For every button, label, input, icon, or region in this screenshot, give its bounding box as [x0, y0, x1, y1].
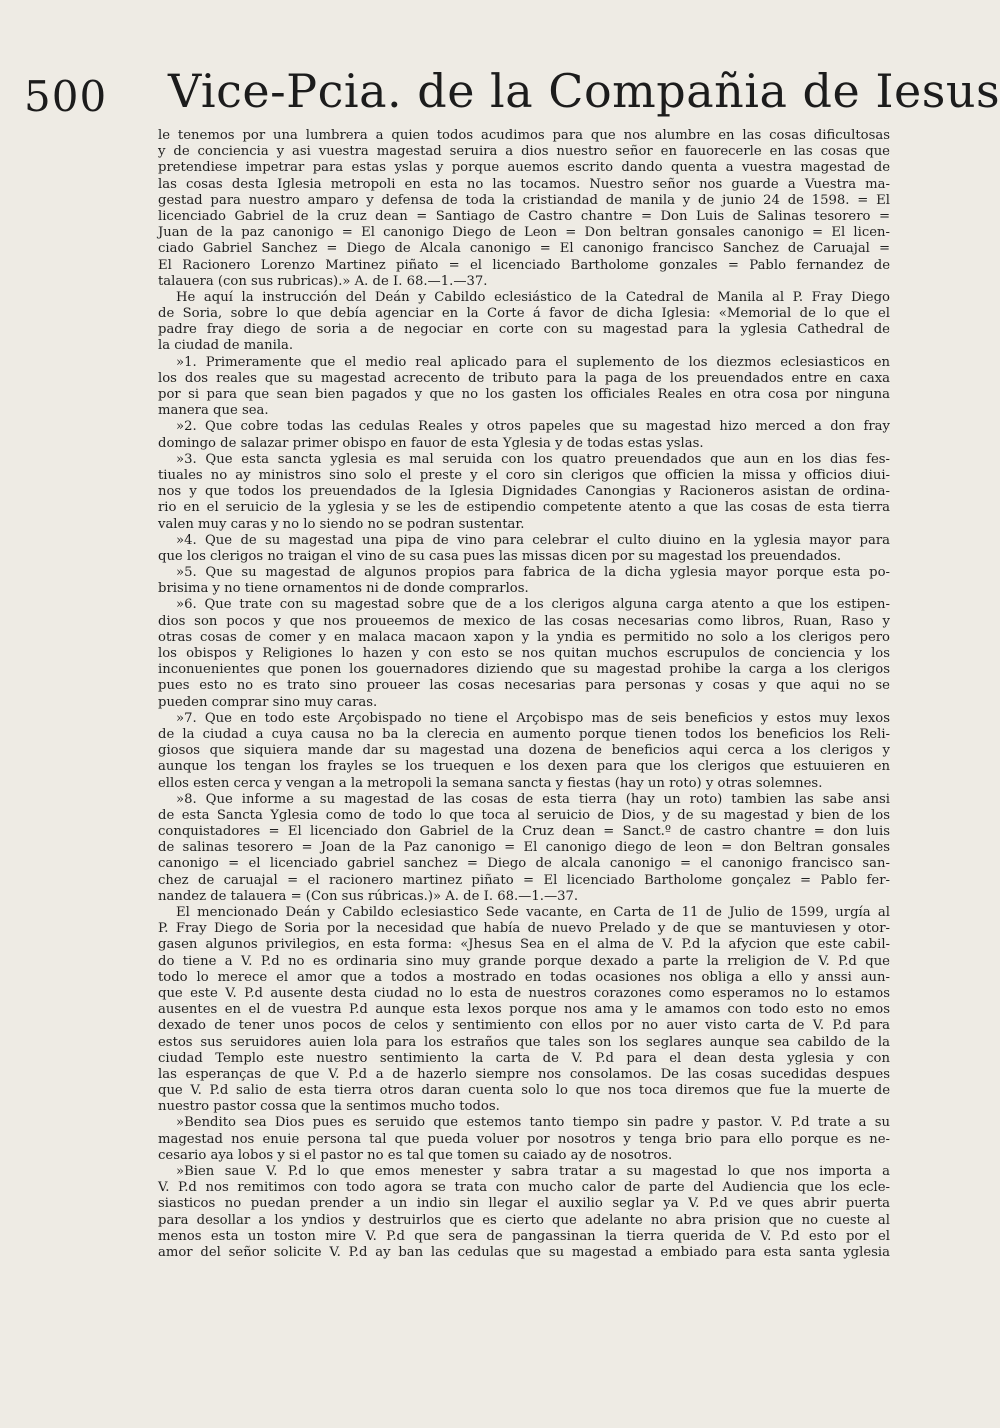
- text-line: las cosas desta Iglesia metropoli en esta no las tocamos. Nuestro señor nos guarde a Vuestra ma-: [158, 176, 890, 192]
- text-line: de Soria, sobre lo que debía agenciar en la Corte á favor de dicha Iglesia: «Memorial de lo que el: [158, 306, 890, 322]
- text-line: conquistadores = El licenciado don Gabriel de la Cruz dean = Sanct.º de castro chantre = don luis: [158, 824, 890, 840]
- text-line: brisima y no tiene ornamentos ni de donde comprarlos.: [158, 581, 529, 597]
- text-line: le tenemos por una lumbrera a quien todos acudimos para que nos alumbre en las cosas dificultosas: [158, 128, 890, 143]
- page-number: 500: [24, 72, 108, 121]
- text-line: licenciado Gabriel de la cruz dean = Santiago de Castro chantre = Don Luis de Salinas tesorero =: [158, 208, 890, 224]
- text-line: »7. Que en todo este Arçobispado no tiene el Arçobispo mas de seis beneficios y estos muy lexos: [176, 710, 890, 726]
- text-line: cesario aya lobos y si el pastor no es tal que tomen su caiado ay de nosotros.: [158, 1147, 673, 1163]
- text-line: chez de caruajal = el racionero martinez piñato = El licenciado Bartholome gonçalez = Pablo fer-: [158, 872, 890, 888]
- text-line: la ciudad de manila.: [158, 338, 294, 354]
- text-line: pues esto no es trato sino proueer las cosas necesarias para personas y cosas y que aqui no se: [158, 678, 890, 694]
- text-line: ausentes en el de vuestra P.d aunque esta lexos porque nos ama y le amamos con todo esto no emos: [158, 1002, 890, 1018]
- text-line: nuestro pastor cossa que la sentimos mucho todos.: [158, 1099, 500, 1115]
- text-line: padre fray diego de soria a de negociar en corte con su magestad para la yglesia Cathedral de: [158, 322, 890, 338]
- text-line: por si para que sean bien pagados y que no los gasten los officiales Reales en otra cosa por ninguna: [158, 387, 890, 402]
- text-line: ciudad Templo este nuestro sentimiento la carta de V. P.d para el dean desta yglesia y con: [158, 1050, 890, 1066]
- text-line: »3. Que esta sancta yglesia es mal seruida con los quatro preuendados que aun en los dias fes-: [176, 451, 890, 467]
- text-line: inconuenientes que ponen los gouernadores diziendo que su magestad prohibe la carga a los clerigos: [158, 662, 890, 678]
- text-line: El mencionado Deán y Cabildo eclesiastico Sede vacante, en Carta de 11 de Julio de 1599, urgía al: [176, 905, 890, 920]
- text-line: »4. Que de su magestad una pipa de vino para celebrar el culto diuino en la yglesia mayor para: [176, 532, 890, 548]
- text-line: amor del señor solicite V. P.d ay ban las cedulas que su magestad a embiado para esta santa yglesia: [158, 1244, 890, 1260]
- text-line: Juan de la paz canonigo = El canonigo Diego de Leon = Don beltran gonsales canonigo = El licen-: [158, 225, 890, 241]
- text-line: gasen algunos privilegios, en esta forma: «Jhesus Sea en el alma de V. P.d la afycion que este cabil-: [158, 937, 890, 953]
- text-line: tiuales no ay ministros sino solo el preste y el coro sin clerigos que officien la missa y officios diui-: [158, 467, 890, 483]
- text-line: »Bien saue V. P.d lo que emos menester y sabra tratar a su magestad lo que nos importa a: [176, 1164, 890, 1179]
- text-line: para desollar a los yndios y destruirlos que es cierto que adelante no abra prision que no cueste al: [158, 1212, 890, 1228]
- text-line: »2. Que cobre todas las cedulas Reales y otros papeles que su magestad hizo merced a don fray: [176, 419, 890, 435]
- text-line: de esta Sancta Yglesia como de todo lo que toca al seruicio de Dios, y de su magestad y bien de los: [158, 807, 890, 823]
- body-text: [158, 128, 890, 1261]
- text-line: menos esta un toston mire V. P.d que sera de pangassinan la tierra querida de V. P.d esto por el: [158, 1228, 890, 1244]
- text-line: pueden comprar sino muy caras.: [158, 694, 378, 710]
- text-line: ellos esten cerca y vengan a la metropoli la semana sancta y fiestas (hay un roto) y otras solemnes.: [158, 775, 823, 791]
- text-line: de salinas tesorero = Joan de la Paz canonigo = El canonigo diego de leon = don Beltran gonsales: [158, 840, 890, 856]
- text-line: »6. Que trate con su magestad sobre que de a los clerigos alguna carga atento a que los estipen-: [176, 597, 890, 613]
- text-line: estos sus seruidores auien lola para los estraños que tales son los seglares aunque sea cabildo de la: [158, 1034, 890, 1050]
- text-line: gestad para nuestro amparo y defensa de toda la cristiandad de manila y de junio 24 de 1598. = El: [158, 192, 890, 208]
- text-line: de la ciudad a cuya causa no ba la clerecia en aumento porque tienen todos los beneficios los Reli-: [158, 726, 890, 742]
- text-line: los obispos y Religiones lo hazen y con esto se nos quitan muchos escrupulos de conciencia y los: [158, 646, 890, 661]
- text-line: canonigo = el licenciado gabriel sanchez = Diego de alcala canonigo = el canonigo francisco san-: [158, 856, 890, 872]
- page-header: [0, 58, 1000, 128]
- text-line: y de conciencia y asi vuestra magestad seruira a dios nuestro señor en fauorecerle en las cosas que: [158, 144, 890, 160]
- text-line: »1. Primeramente que el medio real aplicado para el suplemento de los diezmos eclesiasticos en: [176, 354, 890, 370]
- text-line: dios son pocos y que nos proueemos de mexico de las cosas necesarias como libros, Ruan, Raso y: [158, 613, 890, 629]
- text-line: He aquí la instrucción del Deán y Cabildo eclesiástico de la Catedral de Manila al P. Fray Diego: [176, 289, 890, 305]
- text-line: que este V. P.d ausente desta ciudad no lo esta de nuestros corazones como esperamos no lo estamos: [158, 985, 890, 1001]
- text-line: otras cosas de comer y en malaca macaon xapon y la yndia es permitido no solo a los clerigos pero: [158, 629, 890, 645]
- text-line: giosos que siquiera mande dar su magestad una dozena de beneficios aqui cerca a los clerigos y: [158, 743, 890, 759]
- text-line: manera que sea.: [158, 403, 269, 419]
- text-line: siasticos no puedan prender a un indio sin llegar el auxilio seglar ya V. P.d ve ques abrir puerta: [158, 1196, 890, 1212]
- text-line: valen muy caras y no lo siendo no se podran sustentar.: [158, 516, 525, 532]
- text-line: P. Fray Diego de Soria por la necesidad que había de nuevo Prelado y de que se mantuviesen y otor-: [158, 921, 890, 937]
- text-line: que V. P.d salio de esta tierra otros daran cuenta solo lo que nos toca diremos que fue la muerte de: [158, 1083, 890, 1099]
- text-line: rio en el seruicio de la yglesia y se les de estipendio competente atento a que las cosas de esta tierra: [158, 500, 890, 516]
- text-line: »8. Que informe a su magestad de las cosas de esta tierra (hay un roto) tambien las sabe ansi: [176, 791, 890, 807]
- text-line: las esperanças de que V. P.d a de hazerlo siempre nos consolamos. De las cosas sucedidas despues: [158, 1066, 890, 1082]
- text-line: V. P.d nos remitimos con todo agora se trata con mucho calor de parte del Audiencia que los ecle-: [158, 1180, 890, 1196]
- text-line: pretendiese impetrar para estas yslas y porque auemos escrito dando quenta a vuestra magestad de: [158, 160, 890, 176]
- running-title: Vice-Pcia. de la Compañia de Iesus: [168, 64, 1000, 118]
- text-line: nos y que todos los preuendados de la Iglesia Dignidades Canongias y Racioneros asistan de ordina-: [158, 484, 890, 500]
- text-line: que los clerigos no traigan el vino de su casa pues las missas dicen por su magestad los preuendados.: [158, 548, 842, 564]
- text-line: domingo de salazar primer obispo en fauor de esta Yglesia y de todas estas yslas.: [158, 435, 704, 451]
- text-line: todo lo merece el amor que a todos a mostrado en todas ocasiones nos obliga a ello y anssi aun-: [158, 969, 890, 985]
- text-line: magestad nos enuie persona tal que pueda voluer por nosotros y tenga brio para ello porque es ne-: [158, 1131, 890, 1147]
- text-line: »Bendito sea Dios pues es seruido que estemos tanto tiempo sin padre y pastor. V. P.d trate a su: [176, 1115, 890, 1131]
- text-line: los dos reales que su magestad acrecento de tributo para la paga de los preuendados entre en caxa: [158, 370, 890, 386]
- text-line: talauera (con sus rubricas).» A. de I. 68.—1.—37.: [158, 273, 488, 289]
- text-line: nandez de talauera = (Con sus rúbricas.)» A. de I. 68.—1.—37.: [158, 888, 579, 904]
- text-line: dexado de tener unos pocos de celos y sentimiento con ellos por no auer visto carta de V. P.d para: [158, 1018, 890, 1034]
- text-line: do tiene a V. P.d no es ordinaria sino muy grande porque dexado a parte la rreligion de V. P.d que: [158, 953, 890, 969]
- text-line: aunque los tengan los frayles se los truequen e los dexen para que los clerigos que estuuieren en: [158, 759, 890, 775]
- text-line: El Racionero Lorenzo Martinez piñato = el licenciado Bartholome gonzales = Pablo fernandez de: [158, 257, 890, 273]
- text-line: »5. Que su magestad de algunos propios para fabrica de la dicha yglesia mayor porque esta po-: [176, 565, 890, 581]
- text-line: ciado Gabriel Sanchez = Diego de Alcala canonigo = El canonigo francisco Sanchez de Caruajal =: [158, 241, 890, 257]
